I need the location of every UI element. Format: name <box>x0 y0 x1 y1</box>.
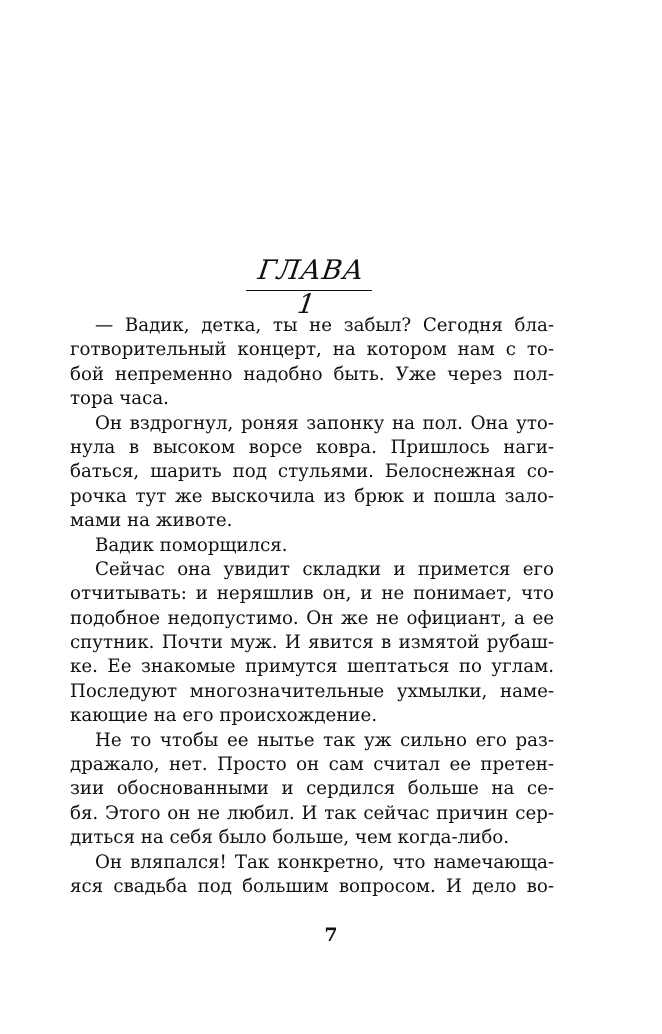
text-line: готворительный концерт, на котором нам с то- <box>70 339 554 361</box>
text-line: — Вадик, детка, ты не забыл? Сегодня бла- <box>95 315 554 336</box>
text-line: баться, шарить под стульями. Белоснежная со- <box>70 461 554 483</box>
text-line: нула в высоком ворсе ковра. Пришлось наги- <box>70 436 554 458</box>
text-line: спутник. Почти муж. И явится в измятой рубаш- <box>70 632 554 654</box>
paragraph <box>70 534 554 558</box>
paragraph <box>70 314 554 412</box>
text-line: мами на животе. <box>70 510 233 532</box>
text-line: яся свадьба под большим вопросом. И дело во- <box>70 875 554 897</box>
text-line: тора часа. <box>70 388 169 410</box>
text-line: Не то чтобы ее нытье так уж сильно его раз- <box>95 729 554 751</box>
text-line: рочка тут же выскочила из брюк и пошла зало- <box>70 485 554 507</box>
text-line: Вадик поморщился. <box>95 534 288 556</box>
text-line: подобное недопустимо. Он же не официант, а ее <box>70 607 554 629</box>
text-line: Он вляпался! Так конкретно, что намечающа- <box>95 851 554 873</box>
text-line: зии обоснованными и сердился больше на се- <box>70 778 554 800</box>
chapter-heading <box>246 254 372 320</box>
text-line: диться на себя было больше, чем когда-либо. <box>70 827 510 849</box>
text-line: отчитывать: и неряшлив он, и не понимает, что <box>70 583 554 605</box>
page-number: 7 <box>324 924 338 946</box>
body-text <box>70 314 554 899</box>
paragraph <box>70 412 554 534</box>
text-line: ке. Ее знакомые примутся шептаться по углам. <box>70 656 554 678</box>
paragraph <box>70 558 554 729</box>
chapter-title: ГЛАВА 1 <box>256 255 367 320</box>
paragraph <box>70 729 554 851</box>
text-line: Последуют многозначительные ухмылки, наме- <box>70 680 554 702</box>
text-line: бя. Этого он не любил. И так сейчас причин сер- <box>70 802 554 824</box>
text-line: бой непременно надобно быть. Уже через пол- <box>70 363 554 385</box>
paragraph <box>70 851 554 900</box>
text-line: дражало, нет. Просто он сам считал ее претен- <box>70 754 554 776</box>
text-line: Он вздрогнул, роняя запонку на пол. Она уто- <box>95 412 554 434</box>
text-line: кающие на его происхождение. <box>70 705 378 727</box>
chapter-underline <box>246 290 372 291</box>
text-line: Сейчас она увидит складки и примется его <box>95 558 554 580</box>
